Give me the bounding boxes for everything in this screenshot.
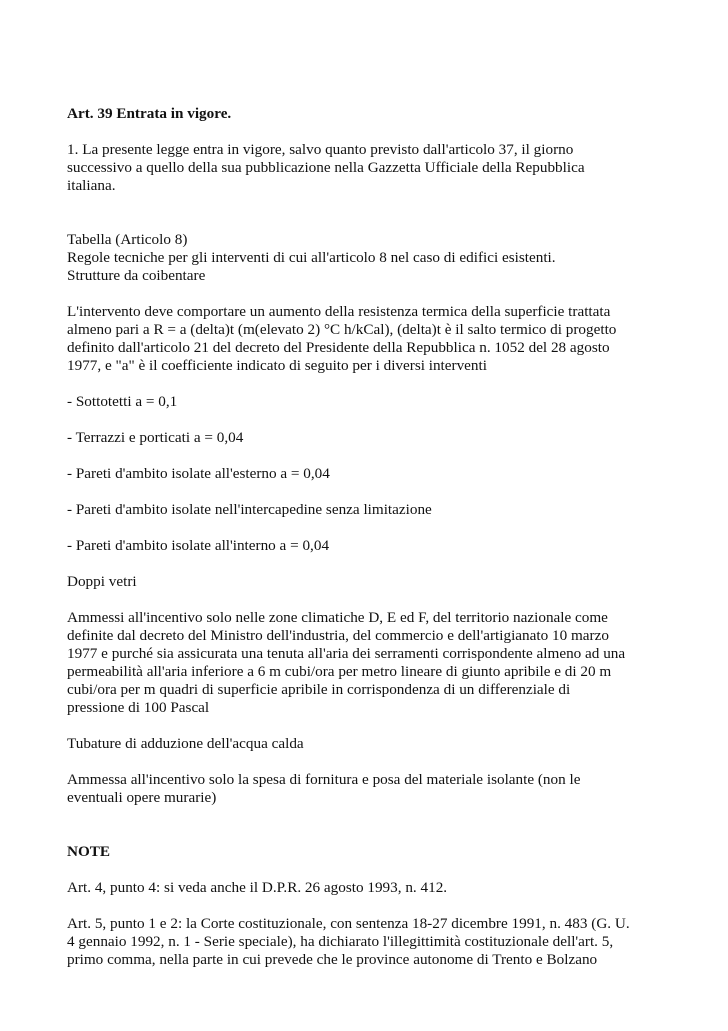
text-line: Art. 5, punto 1 e 2: la Corte costituzionale, con sentenza 18-27 dicembre 1991, n. 483 (G. U. <box>67 915 630 932</box>
text-line: italiana. <box>67 177 116 194</box>
list-item: - Pareti d'ambito isolate all'interno a = 0,04 <box>67 537 330 554</box>
article-paragraph <box>67 141 667 195</box>
note-heading: NOTE <box>67 843 111 860</box>
tabella-subtitle: Regole tecniche per gli interventi di cui all'articolo 8 nel caso di edifici esistenti. <box>67 249 556 266</box>
text-line: primo comma, nella parte in cui prevede che le province autonome di Trento e Bolzano <box>67 951 598 968</box>
doppi-vetri-paragraph <box>67 609 667 717</box>
text-line: 1. La presente legge entra in vigore, salvo quanto previsto dall'articolo 37, il giorno <box>67 141 574 158</box>
text-line: Ammessi all'incentivo solo nelle zone climatiche D, E ed F, del territorio nazionale come <box>67 609 608 626</box>
tubature-heading: Tubature di adduzione dell'acqua calda <box>67 735 304 752</box>
tabella-section-label: Strutture da coibentare <box>67 267 206 284</box>
text-line: almeno pari a R = a (delta)t (m(elevato 2) °C h/kCal), (delta)t è il salto termico di progetto <box>67 321 617 338</box>
text-line: permeabilità all'aria inferiore a 6 m cubi/ora per metro lineare di giunto apribile e di 20 m <box>67 663 612 680</box>
text-line: cubi/ora per m quadri di superficie apribile in corrispondenza di un differenziale di <box>67 681 571 698</box>
text-line: 1977, e "a" è il coefficiente indicato di seguito per i diversi interventi <box>67 357 487 374</box>
article-title: Art. 39 Entrata in vigore. <box>67 105 232 122</box>
tabella-heading-block <box>67 231 667 285</box>
list-item: - Sottotetti a = 0,1 <box>67 393 178 410</box>
document-page <box>67 105 667 969</box>
text-line: 1977 e purché sia assicurata una tenuta all'aria dei serramenti corrispondente almeno ad una <box>67 645 626 662</box>
note-art5-paragraph <box>67 915 667 969</box>
list-item: - Pareti d'ambito isolate nell'intercapedine senza limitazione <box>67 501 432 518</box>
text-line: 4 gennaio 1992, n. 1 - Serie speciale), ha dichiarato l'illegittimità costituzionale dell'art. 5, <box>67 933 614 950</box>
text-line: Ammessa all'incentivo solo la spesa di fornitura e posa del materiale isolante (non le <box>67 771 581 788</box>
text-line: L'intervento deve comportare un aumento della resistenza termica della superficie trattata <box>67 303 611 320</box>
text-line: eventuali opere murarie) <box>67 789 217 806</box>
text-line: successivo a quello della sua pubblicazione nella Gazzetta Ufficiale della Repubblica <box>67 159 585 176</box>
doppi-vetri-heading: Doppi vetri <box>67 573 137 590</box>
tabella-title: Tabella (Articolo 8) <box>67 231 188 248</box>
text-line: pressione di 100 Pascal <box>67 699 210 716</box>
list-item: - Terrazzi e porticati a = 0,04 <box>67 429 244 446</box>
intervento-paragraph <box>67 303 667 375</box>
note-art4: Art. 4, punto 4: si veda anche il D.P.R. 26 agosto 1993, n. 412. <box>67 879 448 896</box>
list-item: - Pareti d'ambito isolate all'esterno a = 0,04 <box>67 465 330 482</box>
tubature-paragraph <box>67 771 667 807</box>
text-line: definito dall'articolo 21 del decreto del Presidente della Repubblica n. 1052 del 28 agosto <box>67 339 610 356</box>
text-line: definite dal decreto del Ministro dell'industria, del commercio e dell'artigianato 10 marzo <box>67 627 609 644</box>
